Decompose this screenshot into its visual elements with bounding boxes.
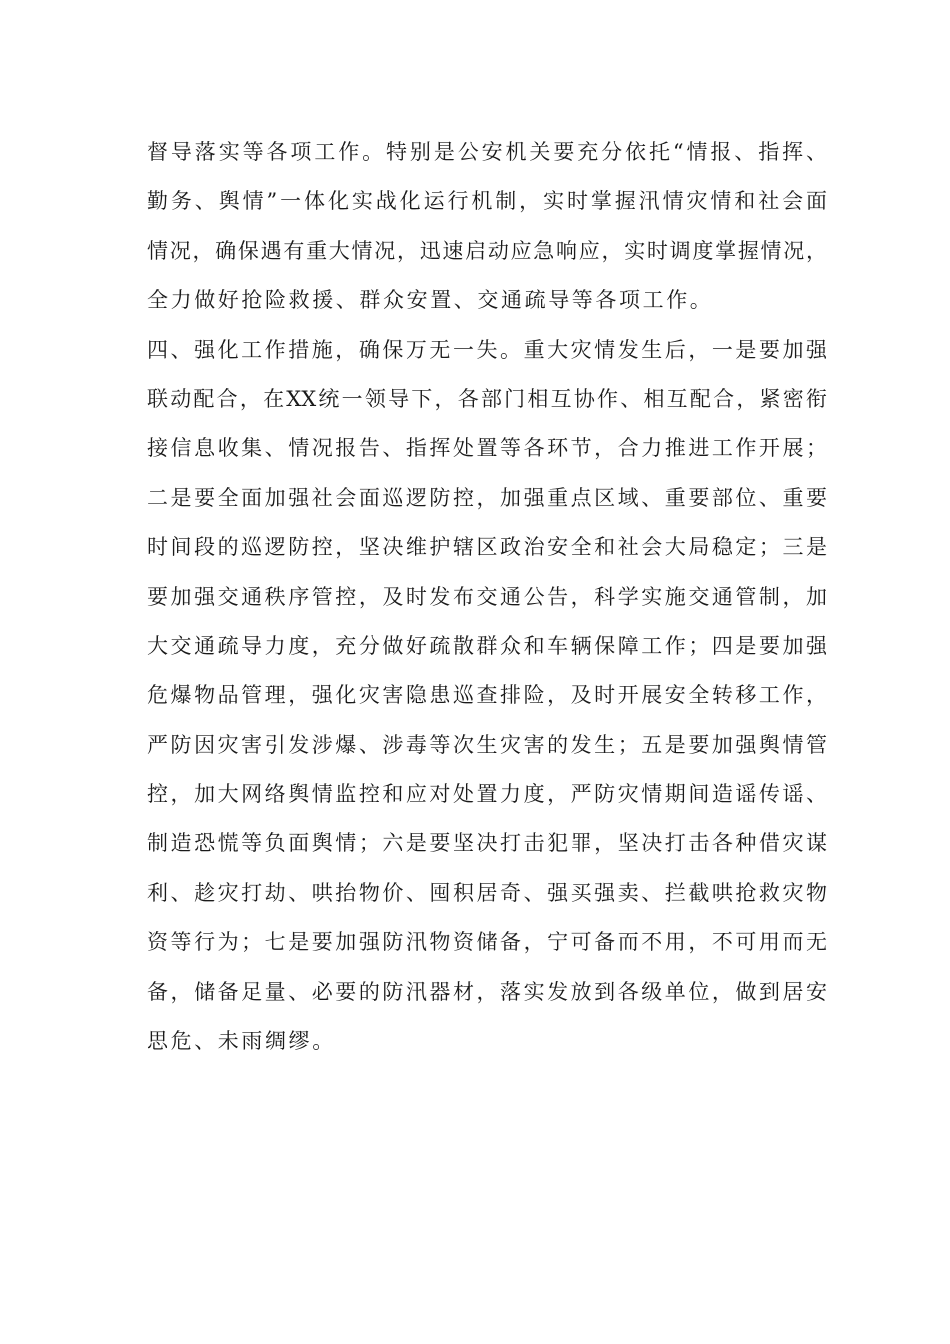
text-line-11: 大交通疏导力度，充分做好疏散群众和车辆保障工作；四是要加强 bbox=[147, 633, 827, 658]
text-line-3: 情况，确保遇有重大情况，迅速启动应急响应，实时调度掌握情况， bbox=[147, 238, 827, 263]
text-line-15: 制造恐慌等负面舆情；六是要坚决打击犯罪，坚决打击各种借灾谋 bbox=[147, 831, 827, 856]
text-line-18: 备，储备足量、必要的防汛器材，落实发放到各级单位，做到居安 bbox=[147, 979, 827, 1004]
text-line-10: 要加强交通秩序管控，及时发布交通公告，科学实施交通管制，加 bbox=[147, 584, 827, 609]
text-line-6: 联动配合，在XX统一领导下，各部门相互协作、相互配合，紧密衔 bbox=[147, 386, 827, 411]
text-line-14: 控，加大网络舆情监控和应对处置力度，严防灾情期间造谣传谣、 bbox=[147, 782, 827, 807]
text-line-8: 二是要全面加强社会面巡逻防控，加强重点区域、重要部位、重要 bbox=[147, 485, 827, 510]
text-line-19: 思危、未雨绸缪。 bbox=[147, 1029, 336, 1054]
text-line-7: 接信息收集、情况报告、指挥处置等各环节，合力推进工作开展； bbox=[147, 436, 827, 461]
text-line-13: 严防因灾害引发涉爆、涉毒等次生灾害的发生；五是要加强舆情管 bbox=[147, 732, 827, 757]
text-line-16: 利、趁灾打劫、哄抬物价、囤积居奇、强买强卖、拦截哄抢救灾物 bbox=[147, 880, 827, 905]
text-line-2: 勤务、舆情”一体化实战化运行机制，实时掌握汛情灾情和社会面 bbox=[147, 189, 827, 214]
text-line-9: 时间段的巡逻防控，坚决维护辖区政治安全和社会大局稳定；三是 bbox=[147, 535, 827, 560]
text-line-17: 资等行为；七是要加强防汛物资储备，宁可备而不用，不可用而无 bbox=[147, 930, 827, 955]
body-text bbox=[147, 133, 827, 1071]
text-line-5: 四、强化工作措施，确保万无一失。重大灾情发生后，一是要加强 bbox=[147, 337, 827, 362]
text-line-4: 全力做好抢险救援、群众安置、交通疏导等各项工作。 bbox=[147, 288, 714, 313]
text-line-12: 危爆物品管理，强化灾害隐患巡查排险，及时开展安全转移工作， bbox=[147, 683, 827, 708]
text-line-1: 督导落实等各项工作。特别是公安机关要充分依托“情报、指挥、 bbox=[147, 140, 827, 164]
